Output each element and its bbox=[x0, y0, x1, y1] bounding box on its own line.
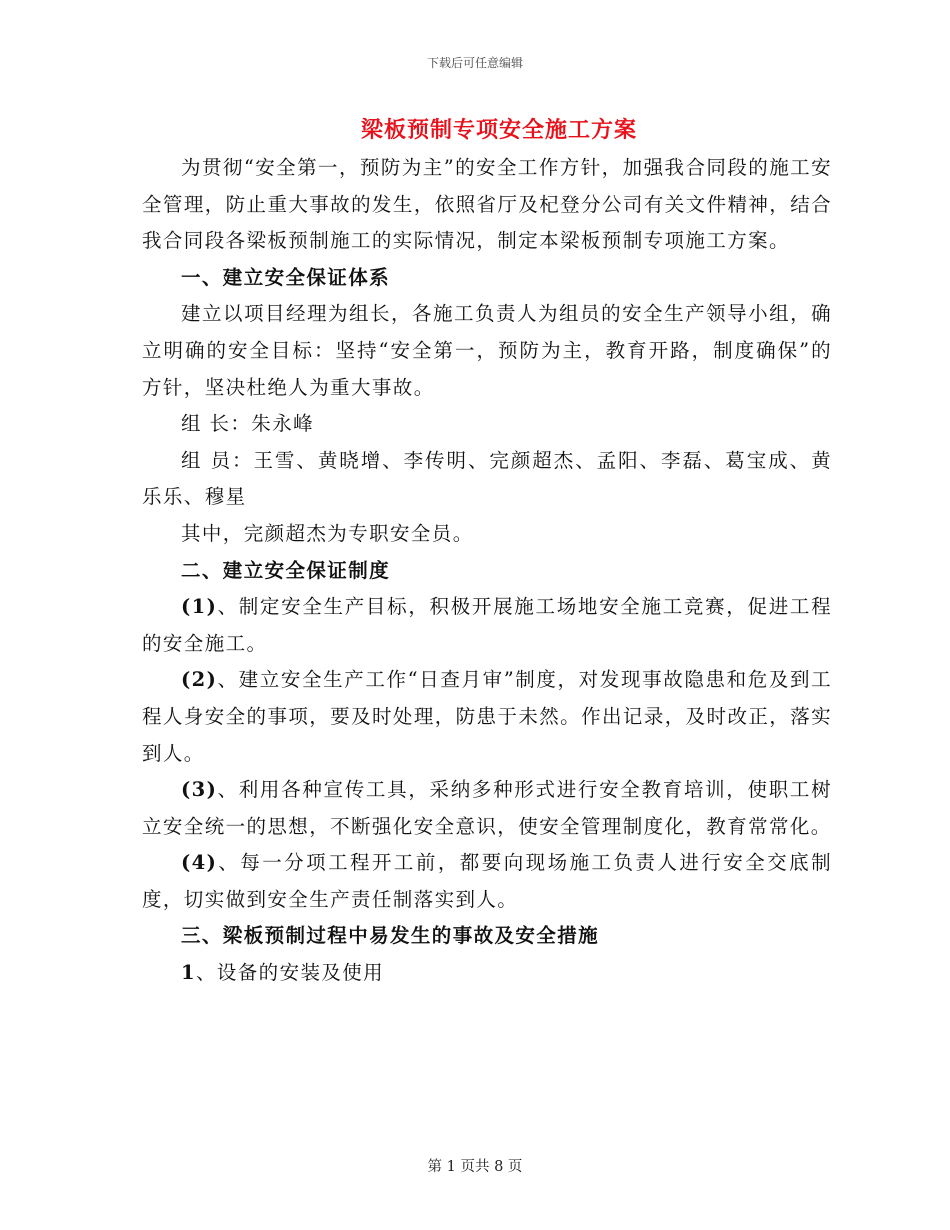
list-item-4-number: (4) bbox=[181, 851, 218, 875]
safety-officer-line: 其中，完颜超杰为专职安全员。 bbox=[181, 521, 474, 545]
list-item-2-text: 、建立安全生产工作“日查月审”制度，对发现事故隐患和危及到工程人身安全的事项，要及时处理，防患于未然。作出记录，及时改正，落实到人。 bbox=[142, 668, 832, 765]
subsection-1-number: 1 bbox=[181, 961, 196, 985]
team-leader-line: 组 长：朱永峰 bbox=[181, 412, 314, 436]
list-item-2 bbox=[142, 662, 832, 772]
list-item-3 bbox=[142, 772, 832, 845]
section-heading-3: 三、梁板预制过程中易发生的事故及安全措施 bbox=[181, 924, 600, 948]
intro-paragraph: 为贯彻“安全第一，预防为主”的安全工作方针，加强我合同段的施工安全管理，防止重大事故的发生，依照省厅及杞登分公司有关文件精神，结合我合同段各梁板预制施工的实际情况，制定本梁板预制专项施工方案。 bbox=[142, 156, 832, 253]
team-members-line: 组 员：王雪、黄晓增、李传明、完颜超杰、孟阳、李磊、葛宝成、黄乐乐、穆星 bbox=[142, 448, 832, 509]
document-body bbox=[142, 150, 832, 992]
section-heading-1: 一、建立安全保证体系 bbox=[181, 265, 391, 289]
subsection-1-text: 、设备的安装及使用 bbox=[195, 961, 385, 985]
list-item-1-number: (1) bbox=[181, 595, 218, 619]
page-footer: 第 1 页共 8 页 bbox=[427, 1159, 523, 1175]
list-item-1-text: 、制定安全生产目标，积极开展施工场地安全施工竞赛，促进工程的安全施工。 bbox=[142, 595, 832, 655]
list-item-3-number: (3) bbox=[181, 778, 218, 802]
section-heading-2: 二、建立安全保证制度 bbox=[181, 558, 391, 582]
page-header: 下载后可任意编辑 bbox=[426, 56, 523, 70]
list-item-1 bbox=[142, 589, 832, 662]
section-1-paragraph: 建立以项目经理为组长，各施工负责人为组员的安全生产领导小组，确立明确的安全目标：坚持“安全第一，预防为主，教育开路，制度确保”的方针，坚决杜绝人为重大事故。 bbox=[142, 302, 832, 399]
document-title: 梁板预制专项安全施工方案 bbox=[360, 117, 637, 143]
list-item-2-number: (2) bbox=[181, 668, 218, 692]
list-item-3-text: 、利用各种宣传工具，采纳多种形式进行安全教育培训，使职工树立安全统一的思想，不断强化安全意识，使安全管理制度化，教育常常化。 bbox=[142, 778, 832, 838]
subsection-1 bbox=[142, 955, 832, 992]
list-item-4 bbox=[142, 845, 832, 918]
list-item-4-text: 、每一分项工程开工前，都要向现场施工负责人进行安全交底制度，切实做到安全生产责任制落实到人。 bbox=[142, 851, 832, 911]
